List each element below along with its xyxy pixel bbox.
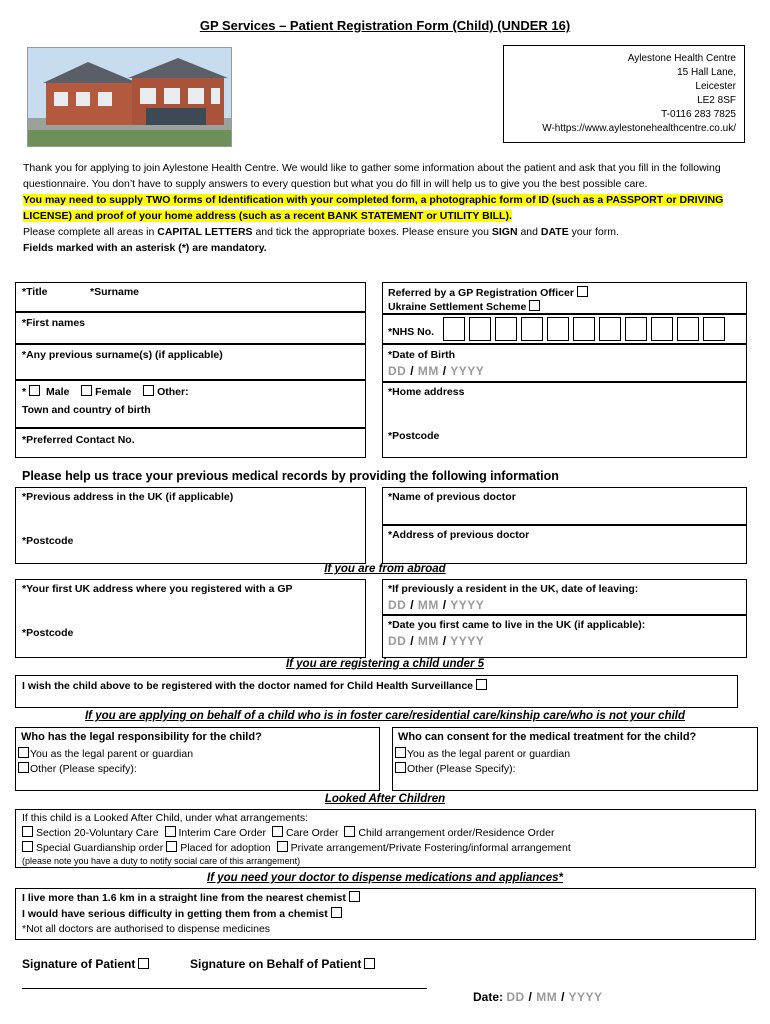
consent-other-option: Other (Please Specify):	[395, 762, 516, 775]
ukraine-option: Ukraine Settlement Scheme	[388, 300, 543, 313]
distance-checkbox[interactable]	[349, 891, 360, 902]
intro-section	[23, 160, 750, 256]
building-illustration	[28, 48, 232, 147]
date-arrival-field[interactable]	[382, 615, 747, 658]
consent-other-checkbox[interactable]	[395, 762, 406, 773]
distance-option: I live more than 1.6 km in a straight line from the nearest chemist	[22, 891, 363, 904]
ukraine-checkbox[interactable]	[529, 300, 540, 311]
nhs-number-field	[382, 314, 747, 344]
legal-parent-checkbox[interactable]	[18, 747, 29, 758]
nhs-digit-box[interactable]	[521, 317, 543, 341]
practice-postcode: LE2 8SF	[697, 95, 736, 106]
first-uk-address-field[interactable]	[15, 579, 366, 658]
child-health-surveillance-checkbox[interactable]	[476, 679, 487, 690]
nhs-digit-boxes	[443, 317, 729, 344]
difficulty-checkbox[interactable]	[331, 907, 342, 918]
nhs-digit-box[interactable]	[651, 317, 673, 341]
practice-name: Aylestone Health Centre	[627, 53, 736, 64]
private-arrangement-checkbox[interactable]	[277, 841, 288, 852]
practice-address-box	[503, 45, 745, 143]
behalf-signature-option: Signature on Behalf of Patient	[190, 957, 378, 971]
nhs-digit-box[interactable]	[677, 317, 699, 341]
lac-box	[15, 809, 756, 868]
special-guardianship-checkbox[interactable]	[22, 841, 33, 852]
nhs-digit-box[interactable]	[469, 317, 491, 341]
lac-options-row2: Special Guardianship order Placed for adoption Private arrangement/Private Fostering/informal arrangement	[19, 841, 571, 854]
previous-address-label: *Previous address in the UK (if applicable)	[22, 491, 234, 503]
lac-intro: If this child is a Looked After Child, under what arrangements:	[22, 812, 308, 824]
nhs-number-label: *NHS No.	[388, 326, 435, 338]
dob-date-placeholder: DD / MM / YYYY	[388, 364, 485, 378]
date-label: Date:	[473, 990, 504, 1004]
title-surname-field[interactable]	[15, 282, 366, 312]
records-heading: Please help us trace your previous medical records by providing the following information	[22, 469, 559, 483]
referral-field	[382, 282, 747, 314]
first-names-field[interactable]	[15, 312, 366, 344]
lac-heading: Looked After Children	[324, 793, 446, 805]
surname-label: *Surname	[90, 286, 140, 298]
nhs-digit-box[interactable]	[703, 317, 725, 341]
medical-consent-box	[392, 727, 758, 791]
practice-website: W-https://www.aylestonehealthcentre.co.uk/	[542, 123, 736, 134]
dob-label: *Date of Birth	[388, 349, 456, 361]
other-checkbox[interactable]	[143, 385, 154, 396]
date-arrival-label: *Date you first came to live in the UK (if applicable):	[388, 619, 646, 631]
foster-heading: If you are applying on behalf of a child who is in foster care/residential care/kinship care/who is not your child	[84, 710, 686, 722]
dob-field[interactable]	[382, 344, 747, 382]
first-uk-address-label: *Your first UK address where you registered with a GP	[22, 583, 293, 595]
previous-doctor-label: *Name of previous doctor	[388, 491, 516, 503]
child-health-surveillance-option: I wish the child above to be registered with the doctor named for Child Health Surveillance	[22, 679, 490, 692]
practice-address-line1: 15 Hall Lane,	[677, 67, 736, 78]
medical-consent-title: Who can consent for the medical treatment for the child?	[398, 731, 697, 743]
abroad-heading: If you are from abroad	[324, 563, 446, 575]
consent-parent-checkbox[interactable]	[395, 747, 406, 758]
dispense-box	[15, 888, 756, 940]
male-checkbox[interactable]	[29, 385, 40, 396]
gp-officer-checkbox[interactable]	[577, 286, 588, 297]
legal-responsibility-title: Who has the legal responsibility for the child?	[21, 731, 262, 743]
home-address-label: *Home address	[388, 386, 465, 398]
contact-number-field[interactable]	[15, 428, 366, 458]
nhs-digit-box[interactable]	[443, 317, 465, 341]
lac-options-row1: Section 20-Voluntary Care Interim Care Order Care Order Child arrangement order/Residence Order	[19, 826, 555, 839]
nhs-digit-box[interactable]	[599, 317, 621, 341]
patient-signature-option: Signature of Patient	[22, 957, 152, 971]
dispense-note: *Not all doctors are authorised to dispense medicines	[22, 923, 271, 935]
date-leaving-placeholder: DD / MM / YYYY	[388, 598, 485, 612]
signature-date-placeholder: DD / MM / YYYY	[506, 990, 603, 1004]
sex-options: * Male Female Other:	[22, 386, 189, 398]
adoption-checkbox[interactable]	[166, 841, 177, 852]
id-requirement-highlight	[23, 192, 750, 224]
child-arrangement-checkbox[interactable]	[344, 826, 355, 837]
first-names-label: *First names	[22, 317, 86, 329]
dispense-heading: If you need your doctor to dispense medications and appliances*	[207, 872, 563, 884]
patient-signature-checkbox[interactable]	[138, 958, 149, 969]
legal-other-checkbox[interactable]	[18, 762, 29, 773]
previous-doctor-field[interactable]	[382, 487, 747, 525]
nhs-digit-box[interactable]	[625, 317, 647, 341]
mandatory-note: Fields marked with an asterisk (*) are mandatory.	[23, 242, 267, 254]
interim-care-checkbox[interactable]	[165, 826, 176, 837]
consent-parent-option: You as the legal parent or guardian	[395, 747, 570, 760]
previous-doctor-address-field[interactable]	[382, 525, 747, 564]
nhs-digit-box[interactable]	[547, 317, 569, 341]
home-postcode-label: *Postcode	[388, 430, 440, 442]
care-order-checkbox[interactable]	[272, 826, 283, 837]
id-requirement-text: You may need to supply TWO forms of Identification with your completed form, a photographic form of ID (such as a PASSPORT or DRIVING LICENSE) and proof of your home address (such as a recent BANK STATEMENT or UTILITY BILL).	[23, 194, 724, 222]
health-centre-photo	[27, 47, 232, 147]
home-address-field[interactable]	[382, 382, 747, 458]
female-checkbox[interactable]	[81, 385, 92, 396]
legal-other-option: Other (Please specify):	[18, 762, 137, 775]
previous-address-field[interactable]	[15, 487, 366, 564]
difficulty-option: I would have serious difficulty in getting them from a chemist	[22, 907, 345, 920]
date-arrival-placeholder: DD / MM / YYYY	[388, 634, 485, 648]
sex-birth-field	[15, 380, 366, 428]
previous-surnames-field[interactable]	[15, 344, 366, 380]
signature-line[interactable]	[22, 988, 427, 989]
contact-number-label: *Preferred Contact No.	[22, 434, 135, 446]
page-title: GP Services – Patient Registration Form (Child) (UNDER 16)	[199, 18, 571, 33]
previous-doctor-address-label: *Address of previous doctor	[388, 529, 530, 541]
practice-address-line2: Leicester	[695, 81, 736, 92]
section20-checkbox[interactable]	[22, 826, 33, 837]
date-leaving-label: *If previously a resident in the UK, date of leaving:	[388, 583, 639, 595]
legal-responsibility-box	[15, 727, 380, 791]
previous-surnames-label: *Any previous surname(s) (if applicable)	[22, 349, 223, 361]
title-label: *Title	[22, 286, 48, 298]
date-leaving-field[interactable]	[382, 579, 747, 615]
under5-heading: If you are registering a child under 5	[285, 658, 485, 670]
capital-letters-instruction: Please complete all areas in CAPITAL LETTERS and tick the appropriate boxes. Please ensure you SIGN and DATE your form.	[23, 226, 619, 238]
behalf-signature-checkbox[interactable]	[364, 958, 375, 969]
previous-postcode-label: *Postcode	[22, 535, 74, 547]
town-country-birth-label: Town and country of birth	[22, 404, 151, 416]
lac-note: (please note you have a duty to notify social care of this arrangement)	[22, 856, 301, 866]
legal-parent-option: You as the legal parent or guardian	[18, 747, 193, 760]
nhs-digit-box[interactable]	[573, 317, 595, 341]
intro-paragraph: Thank you for applying to join Aylestone Health Centre. We would like to gather some information about the patient and ask that you fill in the following questionnaire. You don’t have to supply answers to every question but what you do fill in will help us to give you the best possible care.	[23, 162, 721, 190]
first-uk-postcode-label: *Postcode	[22, 627, 74, 639]
practice-phone: T-0116 283 7825	[661, 109, 736, 120]
signature-date[interactable]	[473, 990, 603, 1004]
nhs-digit-box[interactable]	[495, 317, 517, 341]
child-health-surveillance-field	[15, 675, 738, 708]
gp-officer-option: Referred by a GP Registration Officer	[388, 286, 591, 299]
